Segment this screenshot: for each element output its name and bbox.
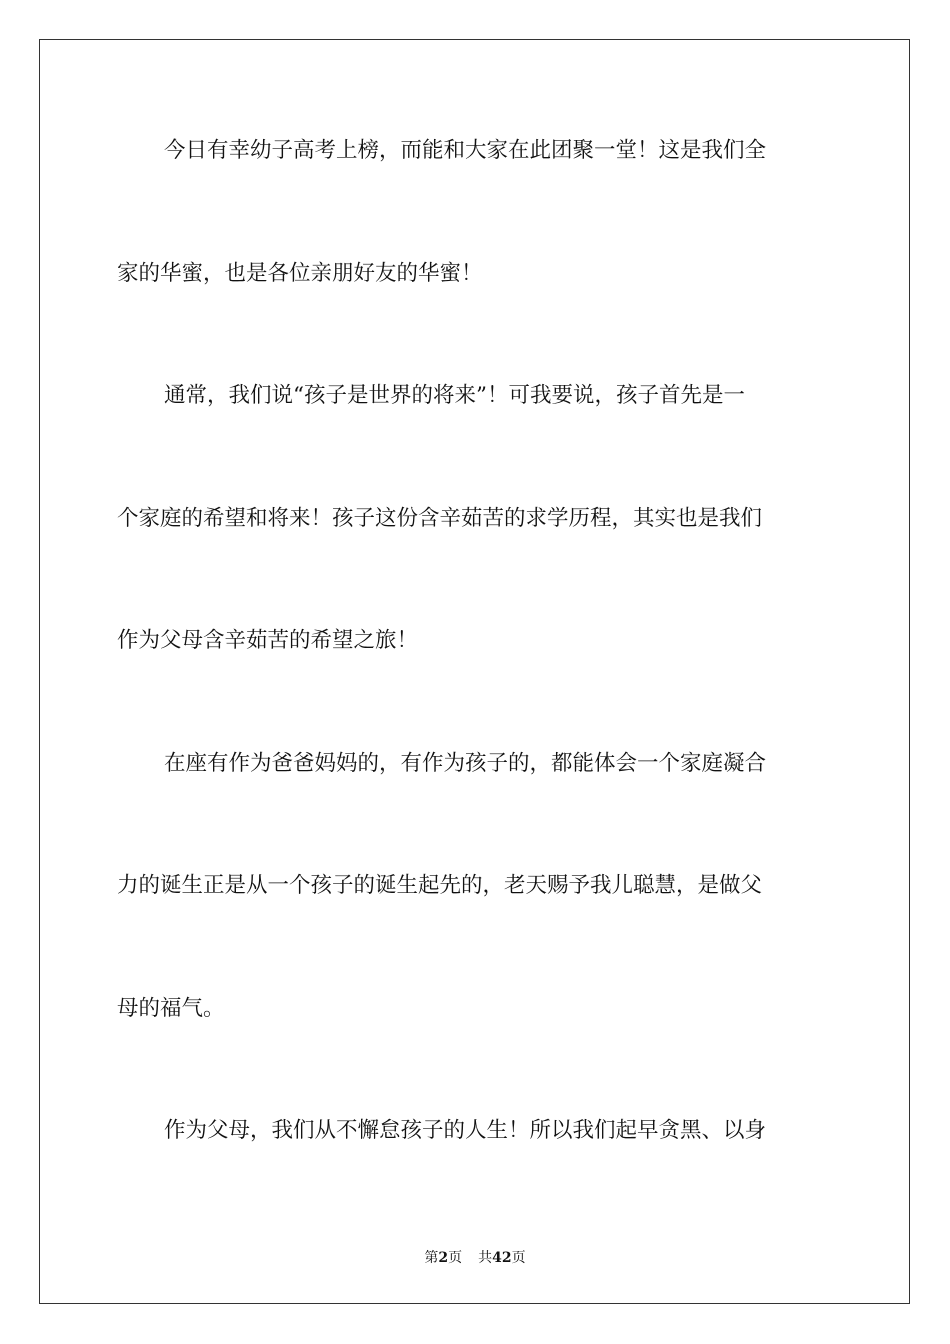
footer-page-prefix: 第 (424, 1250, 439, 1266)
page-border (39, 39, 910, 1304)
footer-page-total: 42 (492, 1250, 512, 1266)
page-footer (0, 1248, 950, 1268)
footer-total-suffix: 页 (511, 1250, 526, 1266)
footer-page-current: 2 (438, 1250, 449, 1266)
paragraph-2-line-1: 通常，我们说“孩子是世界的将来”！可我要说，孩子首先是一 (164, 383, 745, 408)
footer-page-suffix: 页 (448, 1250, 463, 1266)
footer-total-prefix: 共 (478, 1250, 493, 1266)
paragraph-3-line-3: 母的福气。 (117, 996, 225, 1021)
paragraph-2-line-3: 作为父母含辛茹苦的希望之旅！ (117, 628, 419, 653)
paragraph-3-line-2: 力的诞生正是从一个孩子的诞生起先的，老天赐予我儿聪慧，是做父 (117, 873, 763, 898)
paragraph-3-line-1: 在座有作为爸爸妈妈的，有作为孩子的，都能体会一个家庭凝合 (164, 751, 767, 776)
paragraph-2-line-2: 个家庭的希望和将来！孩子这份含辛茹苦的求学历程，其实也是我们 (117, 506, 763, 531)
paragraph-1-line-2: 家的华蜜，也是各位亲朋好友的华蜜！ (117, 261, 483, 286)
paragraph-1-line-1: 今日有幸幼子高考上榜，而能和大家在此团聚一堂！这是我们全 (164, 138, 767, 163)
paragraph-4-line-1: 作为父母，我们从不懈怠孩子的人生！所以我们起早贪黑、以身 (164, 1118, 767, 1143)
